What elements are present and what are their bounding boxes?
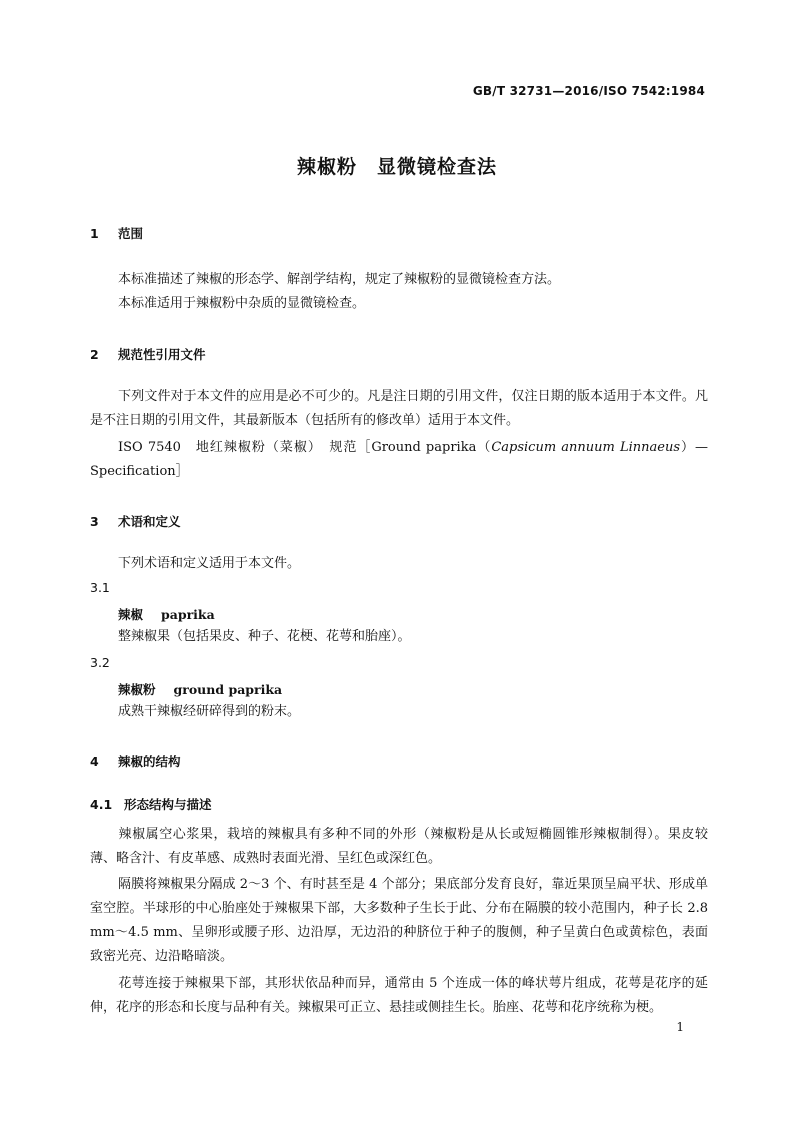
section-4-heading xyxy=(90,752,181,770)
section-number: 4.1 xyxy=(90,797,113,812)
section-title: 规范性引用文件 xyxy=(118,347,206,362)
section-number: 2 xyxy=(90,347,99,362)
term-3-2-definition: 成熟干辣椒经研碎得到的粉末。 xyxy=(118,704,301,719)
section-1-paragraph-2: 本标准适用于辣椒粉中杂质的显微镜检查。 xyxy=(118,296,366,311)
normative-reference: ISO 7540 地红辣椒粉（菜椒） 规范［Ground paprika（Capsicum annuum Linnaeus）—Specification］ xyxy=(90,440,709,479)
section-4-1-paragraph-2: 隔膜将辣椒果分隔成 2～3 个、有时甚至是 4 个部分；果底部分发育良好，靠近果顶呈扁平状、形成单室空腔。半球形的中心胎座处于辣椒果下部，大多数种子生长于此、分布在隔膜的较小范围内，种子长 2.8 mm～4.5 mm、呈卵形或腰子形、边沿厚，无边沿的种脐位于种子的腹侧，种子呈黄白色或黄棕色，表面致密光亮、边沿略暗淡。 xyxy=(90,877,708,964)
section-4-1-heading xyxy=(90,795,212,813)
section-title: 形态结构与描述 xyxy=(124,797,212,812)
term-3-2-number: 3.2 xyxy=(90,655,110,670)
standard-code-header: GB/T 32731—2016/ISO 7542:1984 xyxy=(472,84,705,98)
document-title: 辣椒粉 显微镜检查法 xyxy=(296,156,497,178)
section-1-paragraph-1: 本标准描述了辣椒的形态学、解剖学结构，规定了辣椒粉的显微镜检查方法。 xyxy=(118,272,561,287)
section-number: 3 xyxy=(90,514,99,529)
section-3-heading xyxy=(90,512,181,530)
section-title: 辣椒的结构 xyxy=(118,754,181,769)
section-4-1-paragraph-1: 辣椒属空心浆果，栽培的辣椒具有多种不同的外形（辣椒粉是从长或短椭圆锥形辣椒制得）。果皮较薄、略含汁、有皮革感、成熟时表面光滑、呈红色或深红色。 xyxy=(90,827,708,866)
term-3-1-number: 3.1 xyxy=(90,580,110,595)
section-2-paragraph-1: 下列文件对于本文件的应用是必不可少的。凡是注日期的引用文件，仅注日期的版本适用于本文件。凡是不注日期的引用文件，其最新版本（包括所有的修改单）适用于本文件。 xyxy=(90,389,708,428)
term-3-1-name: 辣椒 paprika xyxy=(118,607,215,622)
section-number: 1 xyxy=(90,226,99,241)
term-3-2-name: 辣椒粉 ground paprika xyxy=(118,682,283,697)
term-3-1-definition: 整辣椒果（包括果皮、种子、花梗、花萼和胎座）。 xyxy=(118,629,411,644)
section-2-heading xyxy=(90,345,206,363)
section-3-paragraph-1: 下列术语和定义适用于本文件。 xyxy=(118,556,301,571)
latin-name: Capsicum annuum Linnaeus xyxy=(491,440,681,455)
section-1-heading xyxy=(90,224,143,242)
section-number: 4 xyxy=(90,754,99,769)
section-4-1-paragraph-3: 花萼连接于辣椒果下部，其形状依品种而异，通常由 5 个连成一体的峰状萼片组成，花萼是花序的延伸，花序的形态和长度与品种有关。辣椒果可正立、悬挂或侧挂生长。胎座、花萼和花序统称为梗。 xyxy=(90,976,708,1015)
section-title: 术语和定义 xyxy=(118,514,181,529)
section-title: 范围 xyxy=(118,226,144,241)
page-number: 1 xyxy=(676,1020,684,1034)
